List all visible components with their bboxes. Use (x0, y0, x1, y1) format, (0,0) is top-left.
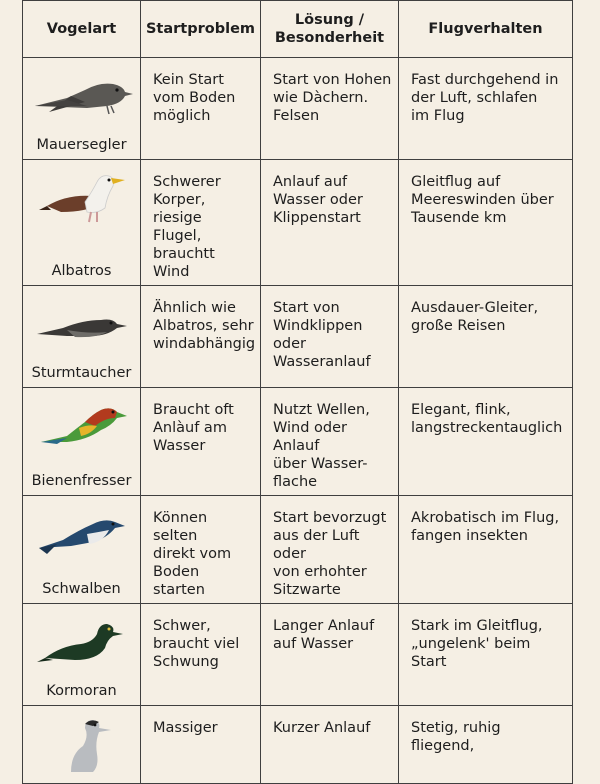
loesung-cell: Langer Anlauf auf Wasser (261, 604, 399, 706)
bird-cell (23, 604, 141, 706)
albatross-icon (27, 168, 137, 226)
bird-cell (23, 706, 141, 784)
bird-cell (23, 286, 141, 388)
header-vogelart: Vogelart (23, 1, 141, 58)
shearwater-icon (27, 294, 137, 352)
table-row (23, 604, 573, 706)
flugverhalten-cell: Gleitflug auf Meereswinden über Tausende km (399, 160, 573, 286)
bird-cell (23, 58, 141, 160)
bird-name: Kormoran (46, 683, 117, 699)
table-row (23, 496, 573, 604)
startproblem-cell: Ähnlich wie Albatros, sehr windabhängig (141, 286, 261, 388)
header-startproblem: Startproblem (141, 1, 261, 58)
bird-name: Mauersegler (36, 137, 127, 153)
bird-name: Schwalben (42, 581, 121, 597)
loesung-cell: Start von Windklippen oder Wasseranlauf (261, 286, 399, 388)
table-row (23, 160, 573, 286)
bird-cell (23, 388, 141, 496)
flugverhalten-cell: Stark im Gleitflug, „ungelenk' beim Start (399, 604, 573, 706)
bird-cell (23, 160, 141, 286)
table-row (23, 286, 573, 388)
header-loesung-line2: Besonderheit (274, 30, 385, 46)
bee-eater-icon (27, 396, 137, 454)
swallow-icon (27, 504, 137, 562)
loesung-cell: Start bevorzugt aus der Luft oder von erhohter Sitzwarte (261, 496, 399, 604)
table-row (23, 706, 573, 784)
header-flugverhalten: Flugverhalten (399, 1, 573, 58)
flugverhalten-cell: Fast durchgehend in der Luft, schlafen im Flug (399, 58, 573, 160)
startproblem-cell: Kein Start vom Boden möglich (141, 58, 261, 160)
heron-icon (27, 714, 137, 772)
startproblem-cell: Massiger (141, 706, 261, 784)
flugverhalten-cell: Akrobatisch im Flug, fangen insekten (399, 496, 573, 604)
cormorant-icon (27, 612, 137, 670)
bird-name: Bienenfresser (31, 473, 132, 489)
table-row (23, 388, 573, 496)
bird-cell (23, 496, 141, 604)
table-row (23, 58, 573, 160)
header-loesung (261, 1, 399, 58)
startproblem-cell: Schwer, braucht viel Schwung (141, 604, 261, 706)
startproblem-cell: Können selten direkt vom Boden starten (141, 496, 261, 604)
startproblem-cell: Braucht oft Anlàuf am Wasser (141, 388, 261, 496)
loesung-cell: Start von Hohen wie Dàchern. Felsen (261, 58, 399, 160)
flugverhalten-cell: Elegant, flink, langstreckentauglich (399, 388, 573, 496)
bird-name: Albatros (51, 263, 112, 279)
flugverhalten-cell: Ausdauer-Gleiter, große Reisen (399, 286, 573, 388)
header-row (23, 1, 573, 58)
loesung-cell: Nutzt Wellen, Wind oder Anlauf über Wasser- flache (261, 388, 399, 496)
header-loesung-line1: Lösung / (294, 12, 365, 28)
flugverhalten-cell: Stetig, ruhig fliegend, (399, 706, 573, 784)
bird-name: Sturmtaucher (31, 365, 132, 381)
bird-comparison-table (22, 0, 573, 784)
swift-icon (27, 66, 137, 124)
loesung-cell: Anlauf auf Wasser oder Klippenstart (261, 160, 399, 286)
startproblem-cell: Schwerer Korper, riesige Flugel, brauchtt Wind (141, 160, 261, 286)
loesung-cell: Kurzer Anlauf (261, 706, 399, 784)
